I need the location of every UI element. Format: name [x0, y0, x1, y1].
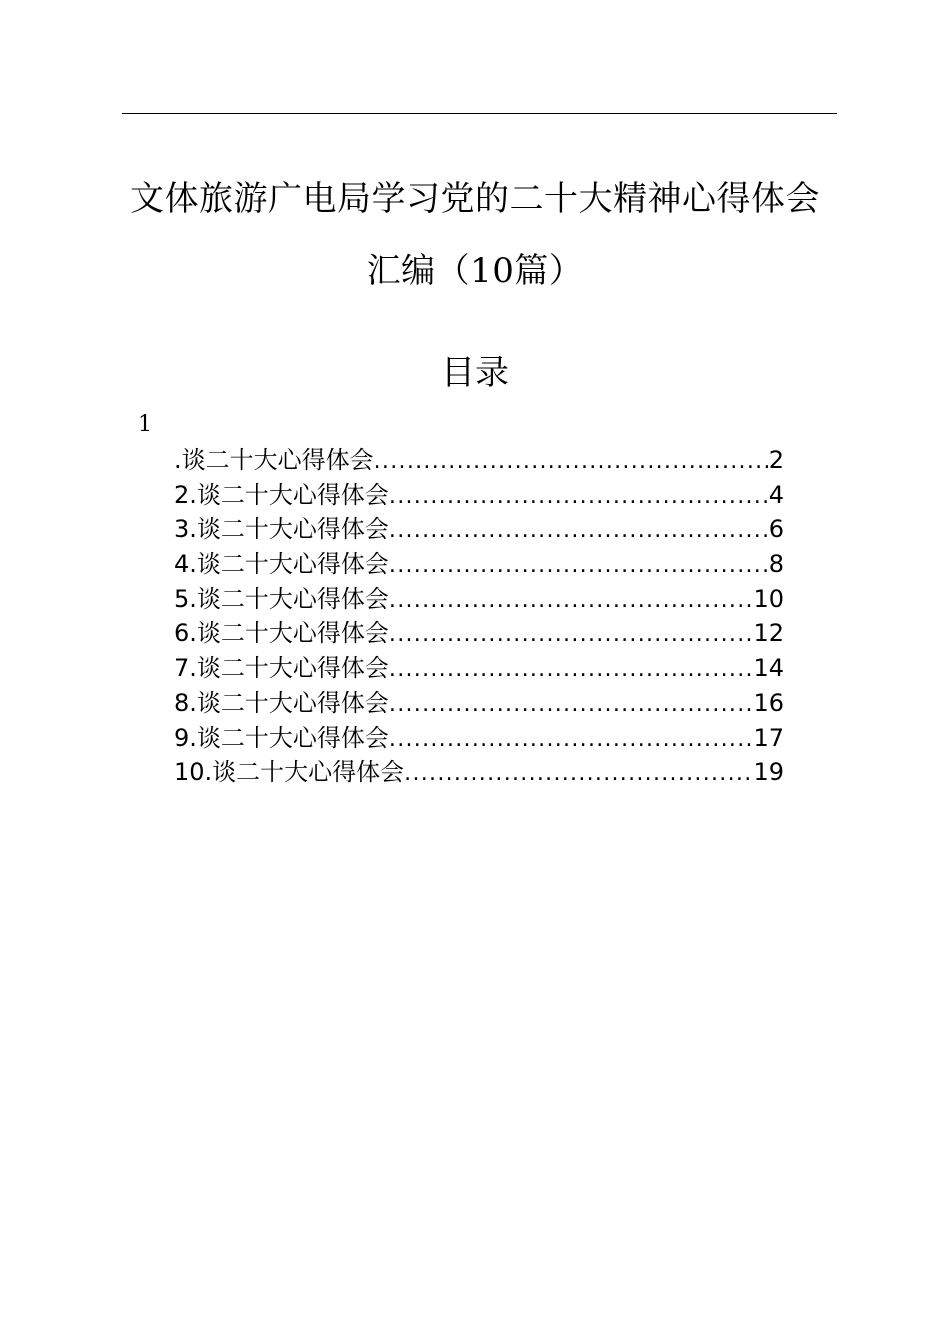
toc-entry-label: 7.谈二十大心得体会 — [174, 654, 389, 683]
toc-entry-page: 8 — [768, 550, 784, 579]
toc-entry[interactable] — [174, 616, 784, 651]
toc-heading: 目录 — [441, 353, 509, 393]
toc-entry-label: .谈二十大心得体会 — [174, 446, 374, 474]
toc-entry[interactable] — [174, 443, 784, 478]
toc-entry-label: 9.谈二十大心得体会 — [174, 723, 389, 752]
toc-entry-page: 19 — [753, 758, 784, 787]
toc-entry-page: 6 — [768, 515, 784, 544]
toc-entry-page: 10 — [753, 584, 784, 613]
toc-entry-label: 2.谈二十大心得体会 — [174, 480, 389, 509]
toc-entry-page: 14 — [753, 654, 784, 683]
toc-leader-dots — [389, 723, 754, 757]
toc-leader-dots — [389, 618, 754, 652]
toc-entry[interactable] — [174, 651, 784, 686]
toc-entry-label: 5.谈二十大心得体会 — [174, 584, 389, 613]
toc-leader-dots — [389, 549, 769, 583]
document-title-line2 — [0, 251, 950, 291]
toc-entry-label: 8.谈二十大心得体会 — [174, 688, 389, 717]
toc-entry-label: 4.谈二十大心得体会 — [174, 550, 389, 579]
toc-entry[interactable] — [174, 755, 784, 790]
toc-entry[interactable] — [174, 686, 784, 721]
toc-leader-dots — [389, 688, 754, 722]
toc-leader-dots — [404, 757, 753, 791]
document-title-line1: 文体旅游广电局学习党的二十大精神心得体会 — [130, 179, 820, 219]
table-of-contents — [174, 443, 784, 790]
toc-entry-page: 2 — [768, 446, 784, 474]
toc-entry-page: 17 — [753, 723, 784, 752]
toc-first-number: 1 — [138, 412, 152, 437]
toc-entry-page: 16 — [753, 688, 784, 717]
toc-leader-dots — [374, 445, 769, 479]
toc-entry-label: 6.谈二十大心得体会 — [174, 619, 389, 648]
toc-leader-dots — [389, 480, 769, 514]
toc-entry[interactable] — [174, 582, 784, 617]
toc-entry[interactable] — [174, 512, 784, 547]
toc-leader-dots — [389, 584, 754, 618]
toc-entry[interactable] — [174, 721, 784, 756]
toc-entry[interactable] — [174, 547, 784, 582]
title-prefix: 汇编（ — [366, 251, 471, 291]
toc-entry-label: 10.谈二十大心得体会 — [174, 758, 405, 787]
toc-leader-dots — [389, 514, 769, 548]
toc-entry[interactable] — [174, 478, 784, 513]
toc-entry-page: 4 — [768, 480, 784, 509]
toc-entry-label: 3.谈二十大心得体会 — [174, 515, 389, 544]
toc-leader-dots — [389, 653, 754, 687]
title-count: 10 — [470, 251, 515, 291]
title-suffix: 篇） — [514, 251, 584, 291]
toc-entry-page: 12 — [753, 619, 784, 648]
header-rule — [122, 113, 837, 114]
